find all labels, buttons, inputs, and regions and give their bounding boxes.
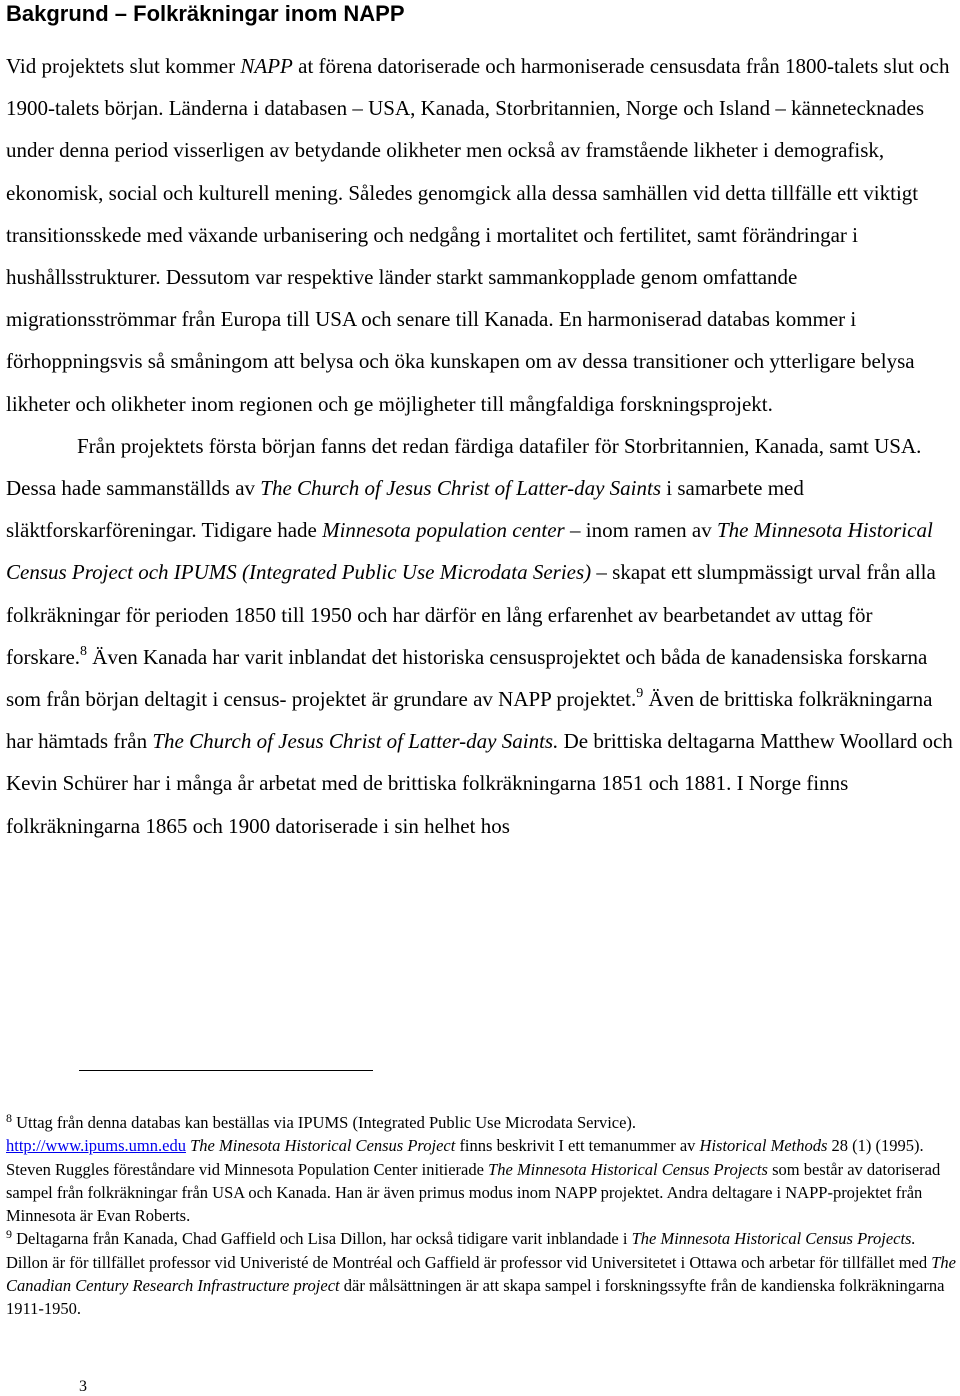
napp-italic: NAPP xyxy=(240,54,293,78)
paragraph-2: Från projektets första början fanns det redan färdiga datafiler för Storbritannien, Kanada, samt USA. Dessa hade sammanställds av The Church of Jesus Christ of Latter-day Saints i samarbete med släktforskarföreningar. Tidigare hade Minnesota population center – inom ramen av The Minnesota Historical Census Project och IPUMS (Integrated Public Use Microdata Series) – skapat ett slumpmässigt urval från alla folkräkningar för perioden 1850 till 1950 och har därför en lång erfarenhet av bearbetandet av uttag för forskare.$^8$ Även Kanada har varit inblandat det historiska censusprojektet och båda de kanadensiska forskarna som från början deltagit i census- projektet är grundare av NAPP projektet.$^9$ Även de brittiska folkräkningarna har hämtads från The Church of Jesus Christ of Latter-day Saints. De brittiska deltagarna Matthew Woollard och Kevin Schürer har i många år arbetat med de brittiska folkräkningarna 1851 och 1881. I Norge finns folkräkningarna 1865 och 1900 datoriserade i sin helhet hos xyxy=(6,433,953,838)
footnote-9: $^9$ Deltagarna från Kanada, Chad Gaffield och Lisa Dillon, har också tidigare varit inblandade i The Minnesota Historical Census Projects. Dillon är för tillfället professor vid Univeristé de Montréal och Gaffield är professor vid Universitetet i Ottawa och arbetar för tillfället med The Canadian Century Research Infrastructure project där målsättningen är att skapa sampel i forskningssyfte från de kandienska folkräkningarna 1911-1950. xyxy=(6,1227,956,1319)
footnote-ref-8[interactable]: 8 xyxy=(80,643,88,659)
page-number: 3 xyxy=(79,1378,87,1395)
footnote-8: $^8$ Uttag från denna databas kan beställas via IPUMS (Integrated Public Use Microdata Service). http://www.ipums.umn.edu The Minesota Historical Census Project finns beskrivit I ett temanummer av Historical Methods 28 (1) (1995). Steven Ruggles föreståndare vid Minnesota Population Center initierade The Minnesota Historical Census Projects som består av datoriserad sampel från folkräkningar från USA och Kanada. Han är även primus modus inom NAPP projektet. Andra deltagare i NAPP-projektet från Minnesota är Evan Roberts. xyxy=(6,1111,941,1226)
church-italic-2: The Church of Jesus Christ of Latter-day Saints. xyxy=(152,729,559,754)
paragraph-1: Vid projektets slut kommer NAPP at förena datoriserade och harmoniserade censusdata från 1800-talets slut och 1900-talets början. Länderna i databasen – USA, Kanada, Storbritannien, Norge och Island – kännetecknades under denna period visserligen av betydande olikheter men också av framstående likheter i demografisk, ekonomisk, social och kulturell mening. Således genomgick alla dessa samhällen vid detta tillfälle ett viktigt transitionsskede med växande urbanisering och nedgång i mortalitet och fertilitet, samt förändringar i hushållsstrukturer. Dessutom var respektive länder starkt sammankopplade genom omfattande migrationsströmmar från Europa till USA och senare till Kanada. En harmoniserad databas kommer i förhoppningsvis så småningom att belysa och öka kunskapen om av dessa transitioner och ytterligare belysa likheter och olikheter inom regionen och ge möjligheter till mångfaldiga forskningsprojekt. xyxy=(6,54,950,416)
mpc-italic: Minnesota population center xyxy=(322,518,565,543)
footnote-number-9: 9 xyxy=(6,1227,12,1242)
ipums-link[interactable]: http://www.ipums.umn.edu xyxy=(6,1136,186,1156)
footnote-number-8: 8 xyxy=(6,1111,12,1125)
section-heading: Bakgrund – Folkräkningar inom NAPP xyxy=(6,1,405,26)
footnote-separator xyxy=(79,1070,373,1071)
church-italic-1: The Church of Jesus Christ of Latter-day Saints xyxy=(260,476,662,501)
body-text xyxy=(6,45,958,847)
footnote-ref-9[interactable]: 9 xyxy=(636,686,644,702)
footnotes xyxy=(6,1111,958,1321)
mhcp-italic: The Minnesota Historical Census Project och IPUMS (Integrated Public Use Microdata Series) xyxy=(6,518,933,585)
